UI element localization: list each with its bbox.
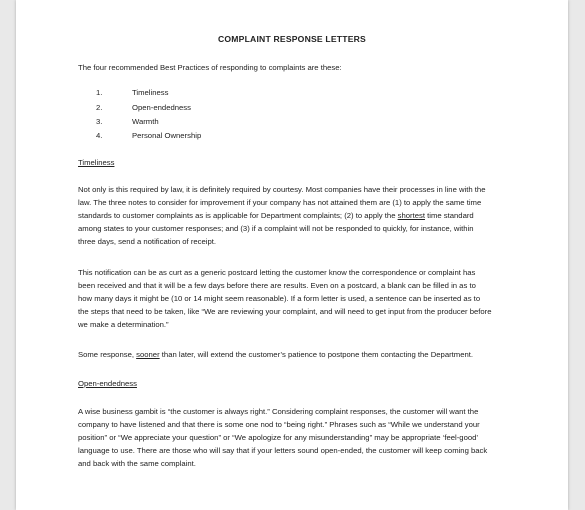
paragraph-line: This notification can be as curt as a generic postcard letting the customer know the correspondence or complaint has (78, 268, 476, 277)
list-number: 3. (96, 117, 103, 126)
paragraph-response: Some response, sooner than later, will extend the customer’s patience to postpone them contacting the Department. (78, 350, 474, 359)
paragraph-line: been received and that it will be a few days before there are results. Even on a postcard, a blank can be filled in as to (78, 281, 476, 290)
list-item: Warmth (132, 117, 159, 126)
paragraph-line: A wise business gambit is “the customer is always right.” Considering complaint responses, the customer will want the (78, 407, 479, 416)
paragraph-line: three days, send a notification of receipt. (78, 237, 217, 246)
list-item: Timeliness (132, 88, 169, 97)
list-number: 1. (96, 88, 103, 97)
list-item: Personal Ownership (132, 131, 202, 140)
list-item: Open-endedness (132, 103, 191, 112)
paragraph-line: and back with the same complaint. (78, 459, 196, 468)
paragraph-line: position” or “We appreciate your question” or “We apologize for any misunderstanding” may be appropriate ‘feel-good’ (78, 433, 479, 442)
document-page (16, 0, 568, 510)
paragraph-line: Not only is this required by law, it is definitely required by courtesy. Most companies have their processes in line with the (78, 185, 486, 194)
paragraph-line: the steps that need to be taken, like “We are reviewing your complaint, and will need to get input from the producer before (78, 307, 492, 316)
paragraph-line: we make a determination.” (78, 320, 169, 329)
list-number: 4. (96, 131, 103, 140)
paragraph-line: among states to your customer responses; and (3) if a complaint will not be responded to quickly, for instance, within (78, 224, 474, 233)
paragraph-line: how many days it might be (10 or 14 might seem reasonable). If a form letter is used, a sentence can be inserted as to (78, 294, 481, 303)
paragraph-line: standards to customer complaints as is applicable for Department complaints; (2) to apply the shortest time standard (78, 211, 474, 220)
underlined-word: sooner (136, 350, 160, 359)
paragraph-line: company to have listened and that there is some one nod to “being right.” Phrases such as “While we understand your (78, 420, 480, 429)
section-heading-open-endedness: Open-endedness (78, 379, 137, 388)
underlined-word: shortest (397, 211, 425, 220)
section-heading-timeliness: Timeliness (78, 158, 115, 167)
document-title: COMPLAINT RESPONSE LETTERS (218, 34, 366, 44)
intro-text: The four recommended Best Practices of responding to complaints are these: (78, 63, 342, 72)
paragraph-line: law. The three notes to consider for improvement if your company has not attained them are (1) to apply the same time (78, 198, 482, 207)
paragraph-line: language to use. There are those who will say that if your letters sound open-ended, the customer will keep coming back (78, 446, 488, 455)
list-number: 2. (96, 103, 103, 112)
